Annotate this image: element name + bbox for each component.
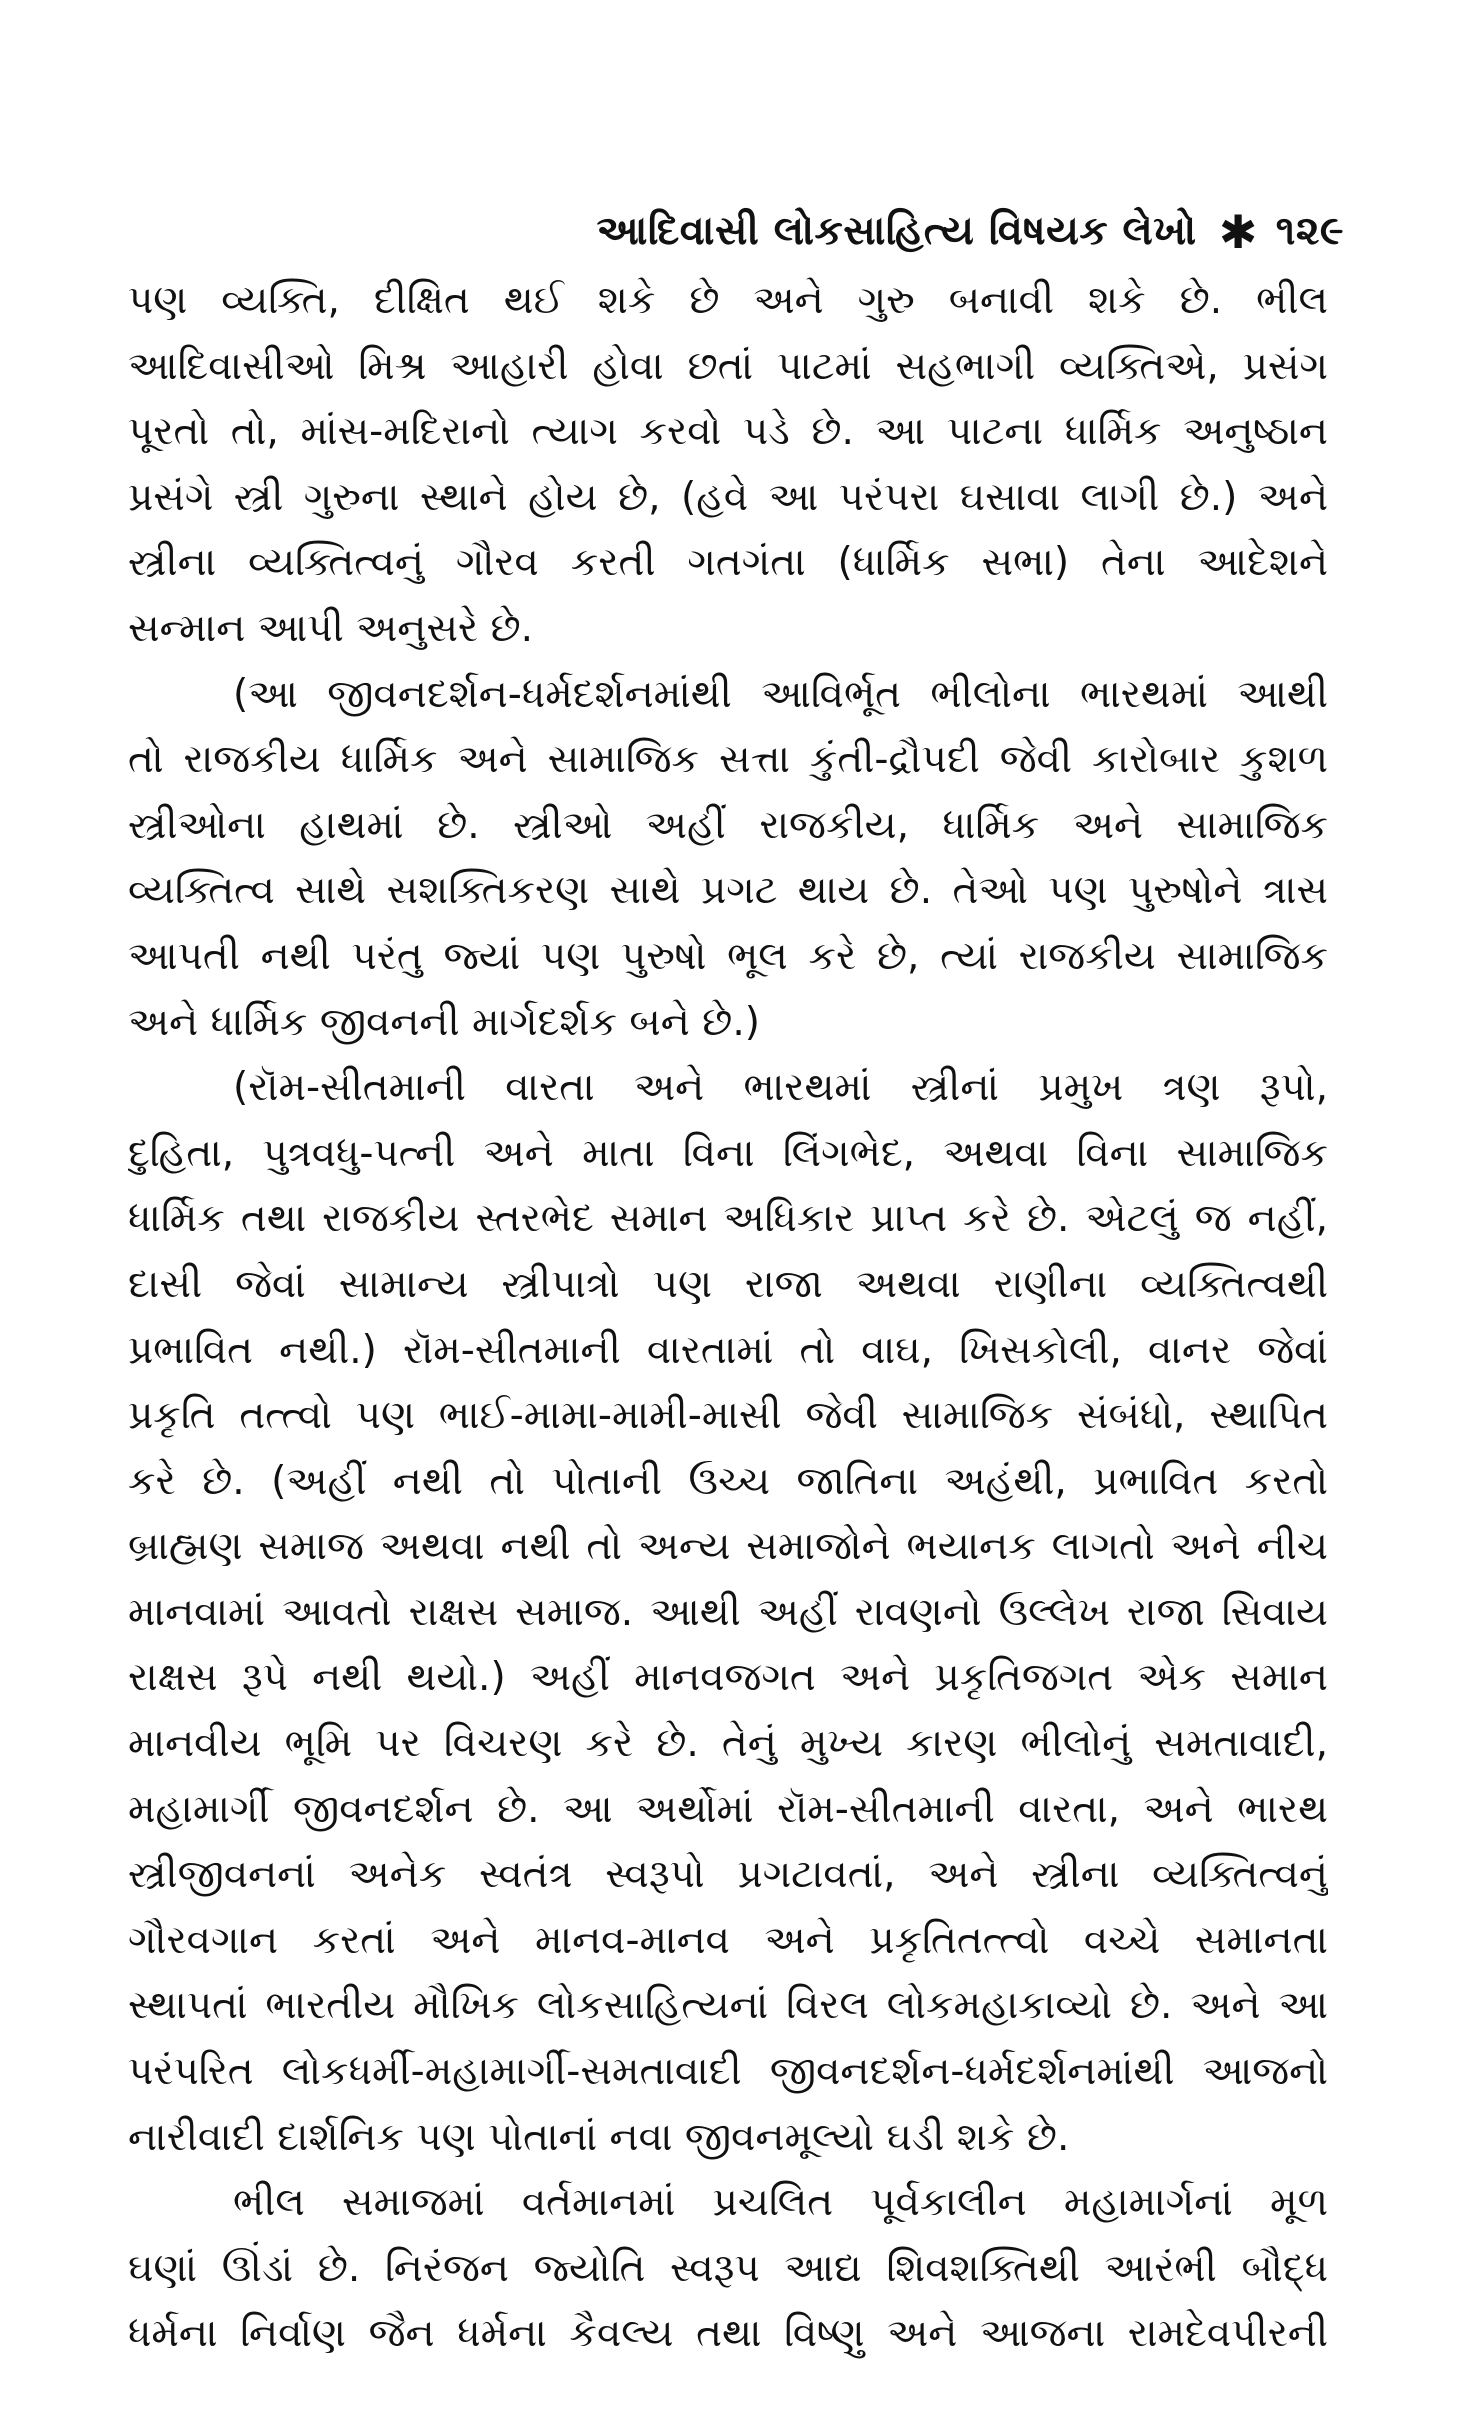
text-line: સ્થાપતાં ભારતીય મૌખિક લોકસાહિત્યનાં વિરલ લોકમહાકાવ્યો છે. અને આ	[128, 1983, 1328, 2029]
text-line: તો રાજકીય ધાર્મિક અને સામાજિક સત્તા કુંતી-દ્રૌપદી જેવી કારોબાર કુશળ	[128, 737, 1328, 783]
text-line: પ્રભાવિત નથી.) રૉમ-સીતમાની વારતામાં તો વાઘ, ખિસકોલી, વાનર જેવાં	[128, 1327, 1328, 1373]
text-line: નારીવાદી દાર્શનિક પણ પોતાનાં નવા જીવનમૂલ્યો ઘડી શકે છે.	[128, 2114, 1070, 2160]
text-line: (રૉમ-સીતમાની વારતા અને ભારથમાં સ્ત્રીનાં પ્રમુખ ત્રણ રૂપો,	[233, 1065, 1328, 1111]
text-line: ધર્મના નિર્વાણ જૈન ધર્મના કૈવલ્ય તથા વિષ્ણુ અને આજના રામદેવપીરની	[128, 2311, 1328, 2357]
text-line: માનવામાં આવતો રાક્ષસ સમાજ. આથી અહીં રાવણનો ઉલ્લેખ રાજા સિવાય	[128, 1589, 1328, 1635]
text-line: (આ જીવનદર્શન-ધર્મદર્શનમાંથી આવિર્ભૂત ભીલોના ભારથમાં આથી	[233, 671, 1328, 717]
text-line: સન્માન આપી અનુસરે છે.	[128, 605, 534, 651]
running-header	[596, 205, 1344, 259]
header-asterisk-icon: ✱	[1218, 205, 1258, 259]
text-line: પ્રકૃતિ તત્ત્વો પણ ભાઈ-મામા-મામી-માસી જેવી સામાજિક સંબંધો, સ્થાપિત	[128, 1393, 1328, 1439]
text-line: ધાર્મિક તથા રાજકીય સ્તરભેદ સમાન અધિકાર પ્રાપ્ત કરે છે. એટલું જ નહીં,	[128, 1196, 1328, 1242]
text-line: આપતી નથી પરંતુ જ્યાં પણ પુરુષો ભૂલ કરે છે, ત્યાં રાજકીય સામાજિક	[128, 933, 1328, 979]
text-line: ગૌરવગાન કરતાં અને માનવ-માનવ અને પ્રકૃતિતત્ત્વો વચ્ચે સમાનતા	[128, 1917, 1328, 1963]
text-line: સ્ત્રીઓના હાથમાં છે. સ્ત્રીઓ અહીં રાજકીય, ધાર્મિક અને સામાજિક	[128, 802, 1328, 848]
text-line: રાક્ષસ રૂપે નથી થયો.) અહીં માનવજગત અને પ્રકૃતિજગત એક સમાન	[128, 1655, 1328, 1701]
header-title: આદિવાસી લોકસાહિત્ય વિષયક લેખો	[596, 208, 1197, 254]
text-line: દુહિતા, પુત્રવધુ-પત્ની અને માતા વિના લિંગભેદ, અથવા વિના સામાજિક	[128, 1130, 1328, 1176]
text-line: માનવીય ભૂમિ પર વિચરણ કરે છે. તેનું મુખ્ય કારણ ભીલોનું સમતાવાદી,	[128, 1721, 1328, 1767]
text-line: ભીલ સમાજમાં વર્તમાનમાં પ્રચલિત પૂર્વકાલીન મહામાર્ગનાં મૂળ	[233, 2180, 1328, 2226]
text-line: સ્ત્રીના વ્યક્તિત્વનું ગૌરવ કરતી ગતગંતા (ધાર્મિક સભા) તેના આદેશને	[128, 540, 1328, 586]
text-line: બ્રાહ્મણ સમાજ અથવા નથી તો અન્ય સમાજોને ભયાનક લાગતો અને નીચ	[128, 1524, 1328, 1570]
page-number: ૧૨૯	[1275, 208, 1344, 254]
text-line: કરે છે. (અહીં નથી તો પોતાની ઉચ્ચ જાતિના અહંથી, પ્રભાવિત કરતો	[128, 1458, 1328, 1504]
text-line: અને ધાર્મિક જીવનની માર્ગદર્શક બને છે.)	[128, 999, 760, 1045]
text-line: ઘણાં ઊંડાં છે. નિરંજન જ્યોતિ સ્વરૂપ આદ્ય શિવશક્તિથી આરંભી બૌદ્ધ	[128, 2245, 1328, 2291]
body-text	[128, 268, 1328, 2367]
text-line: સ્ત્રીજીવનનાં અનેક સ્વતંત્ર સ્વરૂપો પ્રગટાવતાં, અને સ્ત્રીના વ્યક્તિત્વનું	[128, 1852, 1328, 1898]
text-line: પૂરતો તો, માંસ-મદિરાનો ત્યાગ કરવો પડે છે. આ પાટના ધાર્મિક અનુષ્ઠાન	[128, 409, 1328, 455]
text-line: પ્રસંગે સ્ત્રી ગુરુના સ્થાને હોય છે, (હવે આ પરંપરા ઘસાવા લાગી છે.) અને	[128, 474, 1328, 520]
text-line: પણ વ્યક્તિ, દીક્ષિત થઈ શકે છે અને ગુરુ બનાવી શકે છે. ભીલ	[128, 278, 1328, 323]
text-line: આદિવાસીઓ મિશ્ર આહારી હોવા છતાં પાટમાં સહભાગી વ્યક્તિએ, પ્રસંગ	[128, 343, 1328, 389]
text-line: પરંપરિત લોકધર્મી-મહામાર્ગી-સમતાવાદી જીવનદર્શન-ધર્મદર્શનમાંથી આજનો	[128, 2049, 1328, 2095]
text-line: વ્યક્તિત્વ સાથે સશક્તિકરણ સાથે પ્રગટ થાય છે. તેઓ પણ પુરુષોને ત્રાસ	[128, 868, 1328, 914]
text-line: મહામાર્ગી જીવનદર્શન છે. આ અર્થોમાં રૉમ-સીતમાની વારતા, અને ભારથ	[128, 1786, 1328, 1832]
text-line: દાસી જેવાં સામાન્ય સ્ત્રીપાત્રો પણ રાજા અથવા રાણીના વ્યક્તિત્વથી	[128, 1261, 1328, 1307]
